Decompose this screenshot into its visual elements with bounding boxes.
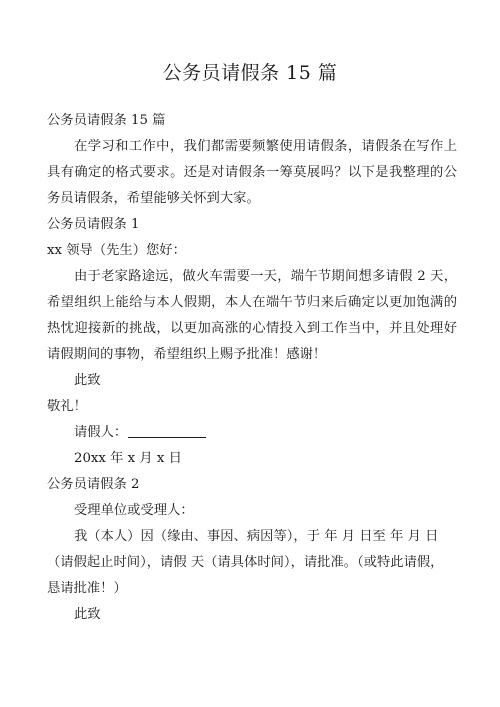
letter1-date: 20xx 年 x 月 x 日 [74,451,182,466]
letter1-heading: 公务员请假条 1 [47,217,140,232]
letter1-closing-2: 敬礼！ [47,399,87,414]
letter2-recipient: 受理单位或受理人： [74,503,194,518]
letter1-closing-1: 此致 [74,373,101,388]
letter2-body-line-3: 恳请批准！） [47,581,127,596]
letter2-body-line-2: （请假起止时间），请假 天（请具体时间），请批准。（或特此请假， [47,555,444,570]
intro-paragraph: 在学习和工作中，我们都需要频繁使用请假条，请假条在写作上具有确定的格式要求。还是对请假条一筹莫展吗？以下是我整理的公务员请假条，希望能够关怀到大家。 [47,139,457,206]
letter1-body: 由于老家路途远，做火车需要一天，端午节期间想多请假 2 天，希望组织上能给与本人假期，本人在端午节归来后确定以更加饱满的热忱迎接新的挑战，以更加高涨的心情投入到工作当中，并且处理好请假期间的事物，希望组织上赐予批准！感谢！ [47,269,457,362]
letter1-signature [47,420,457,446]
letter2-heading: 公务员请假条 2 [47,477,140,492]
document-title: 公务员请假条 15 篇 [162,62,338,84]
letter2-body-line-1: 我（本人）因（缘由、事因、病因等），于 年 月 日至 年 月 日 [74,529,439,544]
letter2-closing-1: 此致 [74,607,101,622]
document-body [47,108,457,628]
document-heading: 公务员请假条 15 篇 [47,113,166,128]
signature-label: 请假人： [74,425,128,440]
letter1-salutation: xx 领导（先生）您好： [47,243,186,258]
signature-blank-line [128,423,206,438]
